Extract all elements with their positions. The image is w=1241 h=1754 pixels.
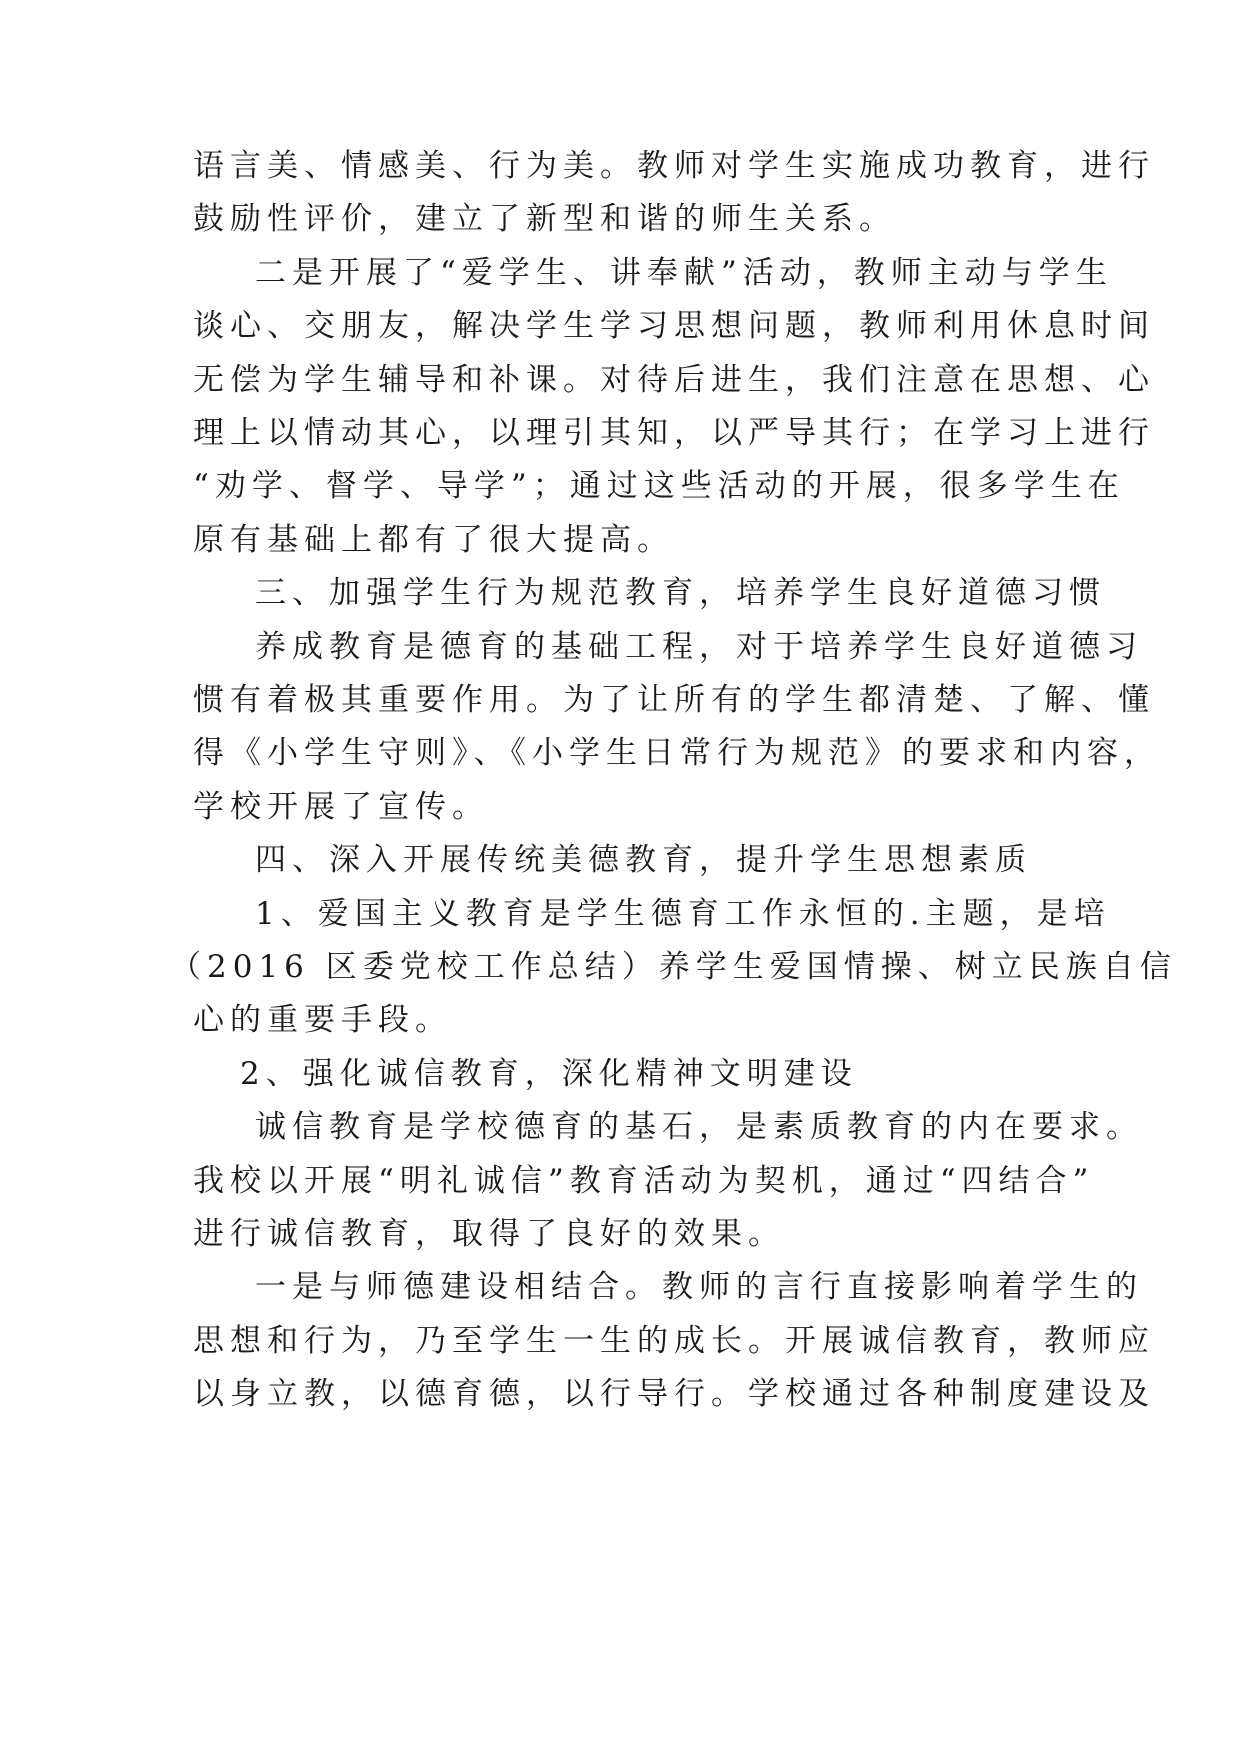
text-line: “劝学、督学、导学”；通过这些活动的开展，很多学生在 <box>193 468 1125 504</box>
text-line: 理上以情动其心，以理引其知，以严导其行；在学习上进行 <box>193 415 1155 451</box>
text-line: 思想和行为，乃至学生一生的成长。开展诚信教育，教师应 <box>193 1323 1155 1359</box>
text-line: （2016 区委党校工作总结）养学生爱国情操、树立民族自信 <box>170 949 1177 985</box>
subsection-heading: 2、强化诚信教育，深化精神文明建设 <box>240 1056 858 1092</box>
text-line: 我校以开展“明礼诚信”教育活动为契机，通过“四结合” <box>193 1163 1095 1199</box>
paragraph-start-line: 1、爱国主义教育是学生德育工作永恒的.主题，是培 <box>255 896 1111 932</box>
paragraph-start-line: 诚信教育是学校德育的基石，是素质教育的内在要求。 <box>255 1109 1143 1145</box>
section-heading: 三、加强学生行为规范教育，培养学生良好道德习惯 <box>255 575 1106 611</box>
text-line: 心的重要手段。 <box>193 1002 452 1038</box>
paragraph-start-line: 二是开展了“爱学生、讲奉献”活动，教师主动与学生 <box>255 255 1113 291</box>
section-heading: 四、深入开展传统美德教育，提升学生思想素质 <box>255 842 1032 878</box>
text-line: 语言美、情感美、行为美。教师对学生实施成功教育，进行 <box>193 148 1155 184</box>
text-line: 鼓励性评价，建立了新型和谐的师生关系。 <box>193 201 896 237</box>
paragraph-start-line: 一是与师德建设相结合。教师的言行直接影响着学生的 <box>255 1269 1143 1305</box>
text-line: 学校开展了宣传。 <box>193 789 489 825</box>
text-line: 进行诚信教育，取得了良好的效果。 <box>193 1216 785 1252</box>
text-line: 得《小学生守则》、《小学生日常行为规范》的要求和内容， <box>193 735 1161 771</box>
text-line: 无偿为学生辅导和补课。对待后进生，我们注意在思想、心 <box>193 362 1155 398</box>
text-line: 原有基础上都有了很大提高。 <box>193 522 674 558</box>
text-line: 以身立教，以德育德，以行导行。学校通过各种制度建设及 <box>193 1376 1155 1412</box>
text-line: 惯有着极其重要作用。为了让所有的学生都清楚、了解、懂 <box>193 682 1155 718</box>
text-line: 谈心、交朋友，解决学生学习思想问题，教师利用休息时间 <box>193 308 1155 344</box>
paragraph-start-line: 养成教育是德育的基础工程，对于培养学生良好道德习 <box>255 629 1143 665</box>
